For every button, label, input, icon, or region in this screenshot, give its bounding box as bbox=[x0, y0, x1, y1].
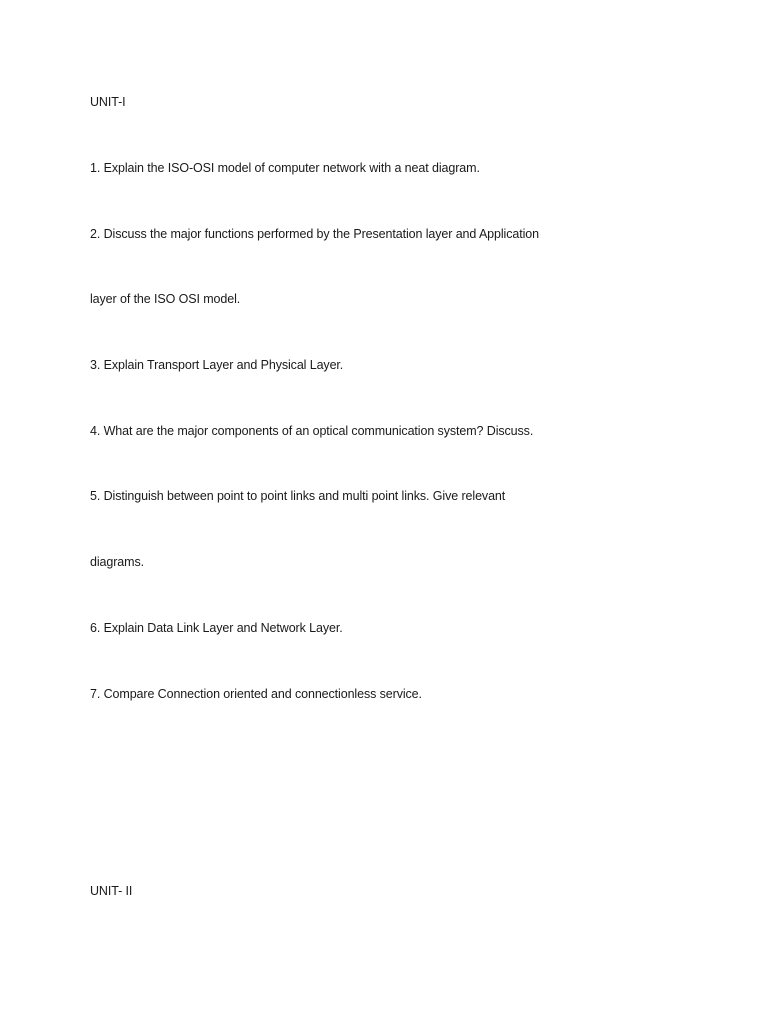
question-1: 1. Explain the ISO-OSI model of computer network with a neat diagram. bbox=[90, 161, 480, 175]
unit-2-heading: UNIT- II bbox=[90, 884, 133, 898]
unit-1-heading: UNIT-I bbox=[90, 95, 126, 109]
question-3: 3. Explain Transport Layer and Physical Layer. bbox=[90, 358, 344, 372]
question-7: 7. Compare Connection oriented and connectionless service. bbox=[90, 687, 422, 701]
question-4: 4. What are the major components of an optical communication system? Discuss. bbox=[90, 424, 534, 438]
question-5-line-1: 5. Distinguish between point to point links and multi point links. Give relevant bbox=[90, 489, 506, 503]
question-5-line-2: diagrams. bbox=[90, 555, 144, 569]
question-6: 6. Explain Data Link Layer and Network Layer. bbox=[90, 621, 343, 635]
question-2-line-1: 2. Discuss the major functions performed by the Presentation layer and Application bbox=[90, 227, 539, 241]
question-2-line-2: layer of the ISO OSI model. bbox=[90, 292, 241, 306]
